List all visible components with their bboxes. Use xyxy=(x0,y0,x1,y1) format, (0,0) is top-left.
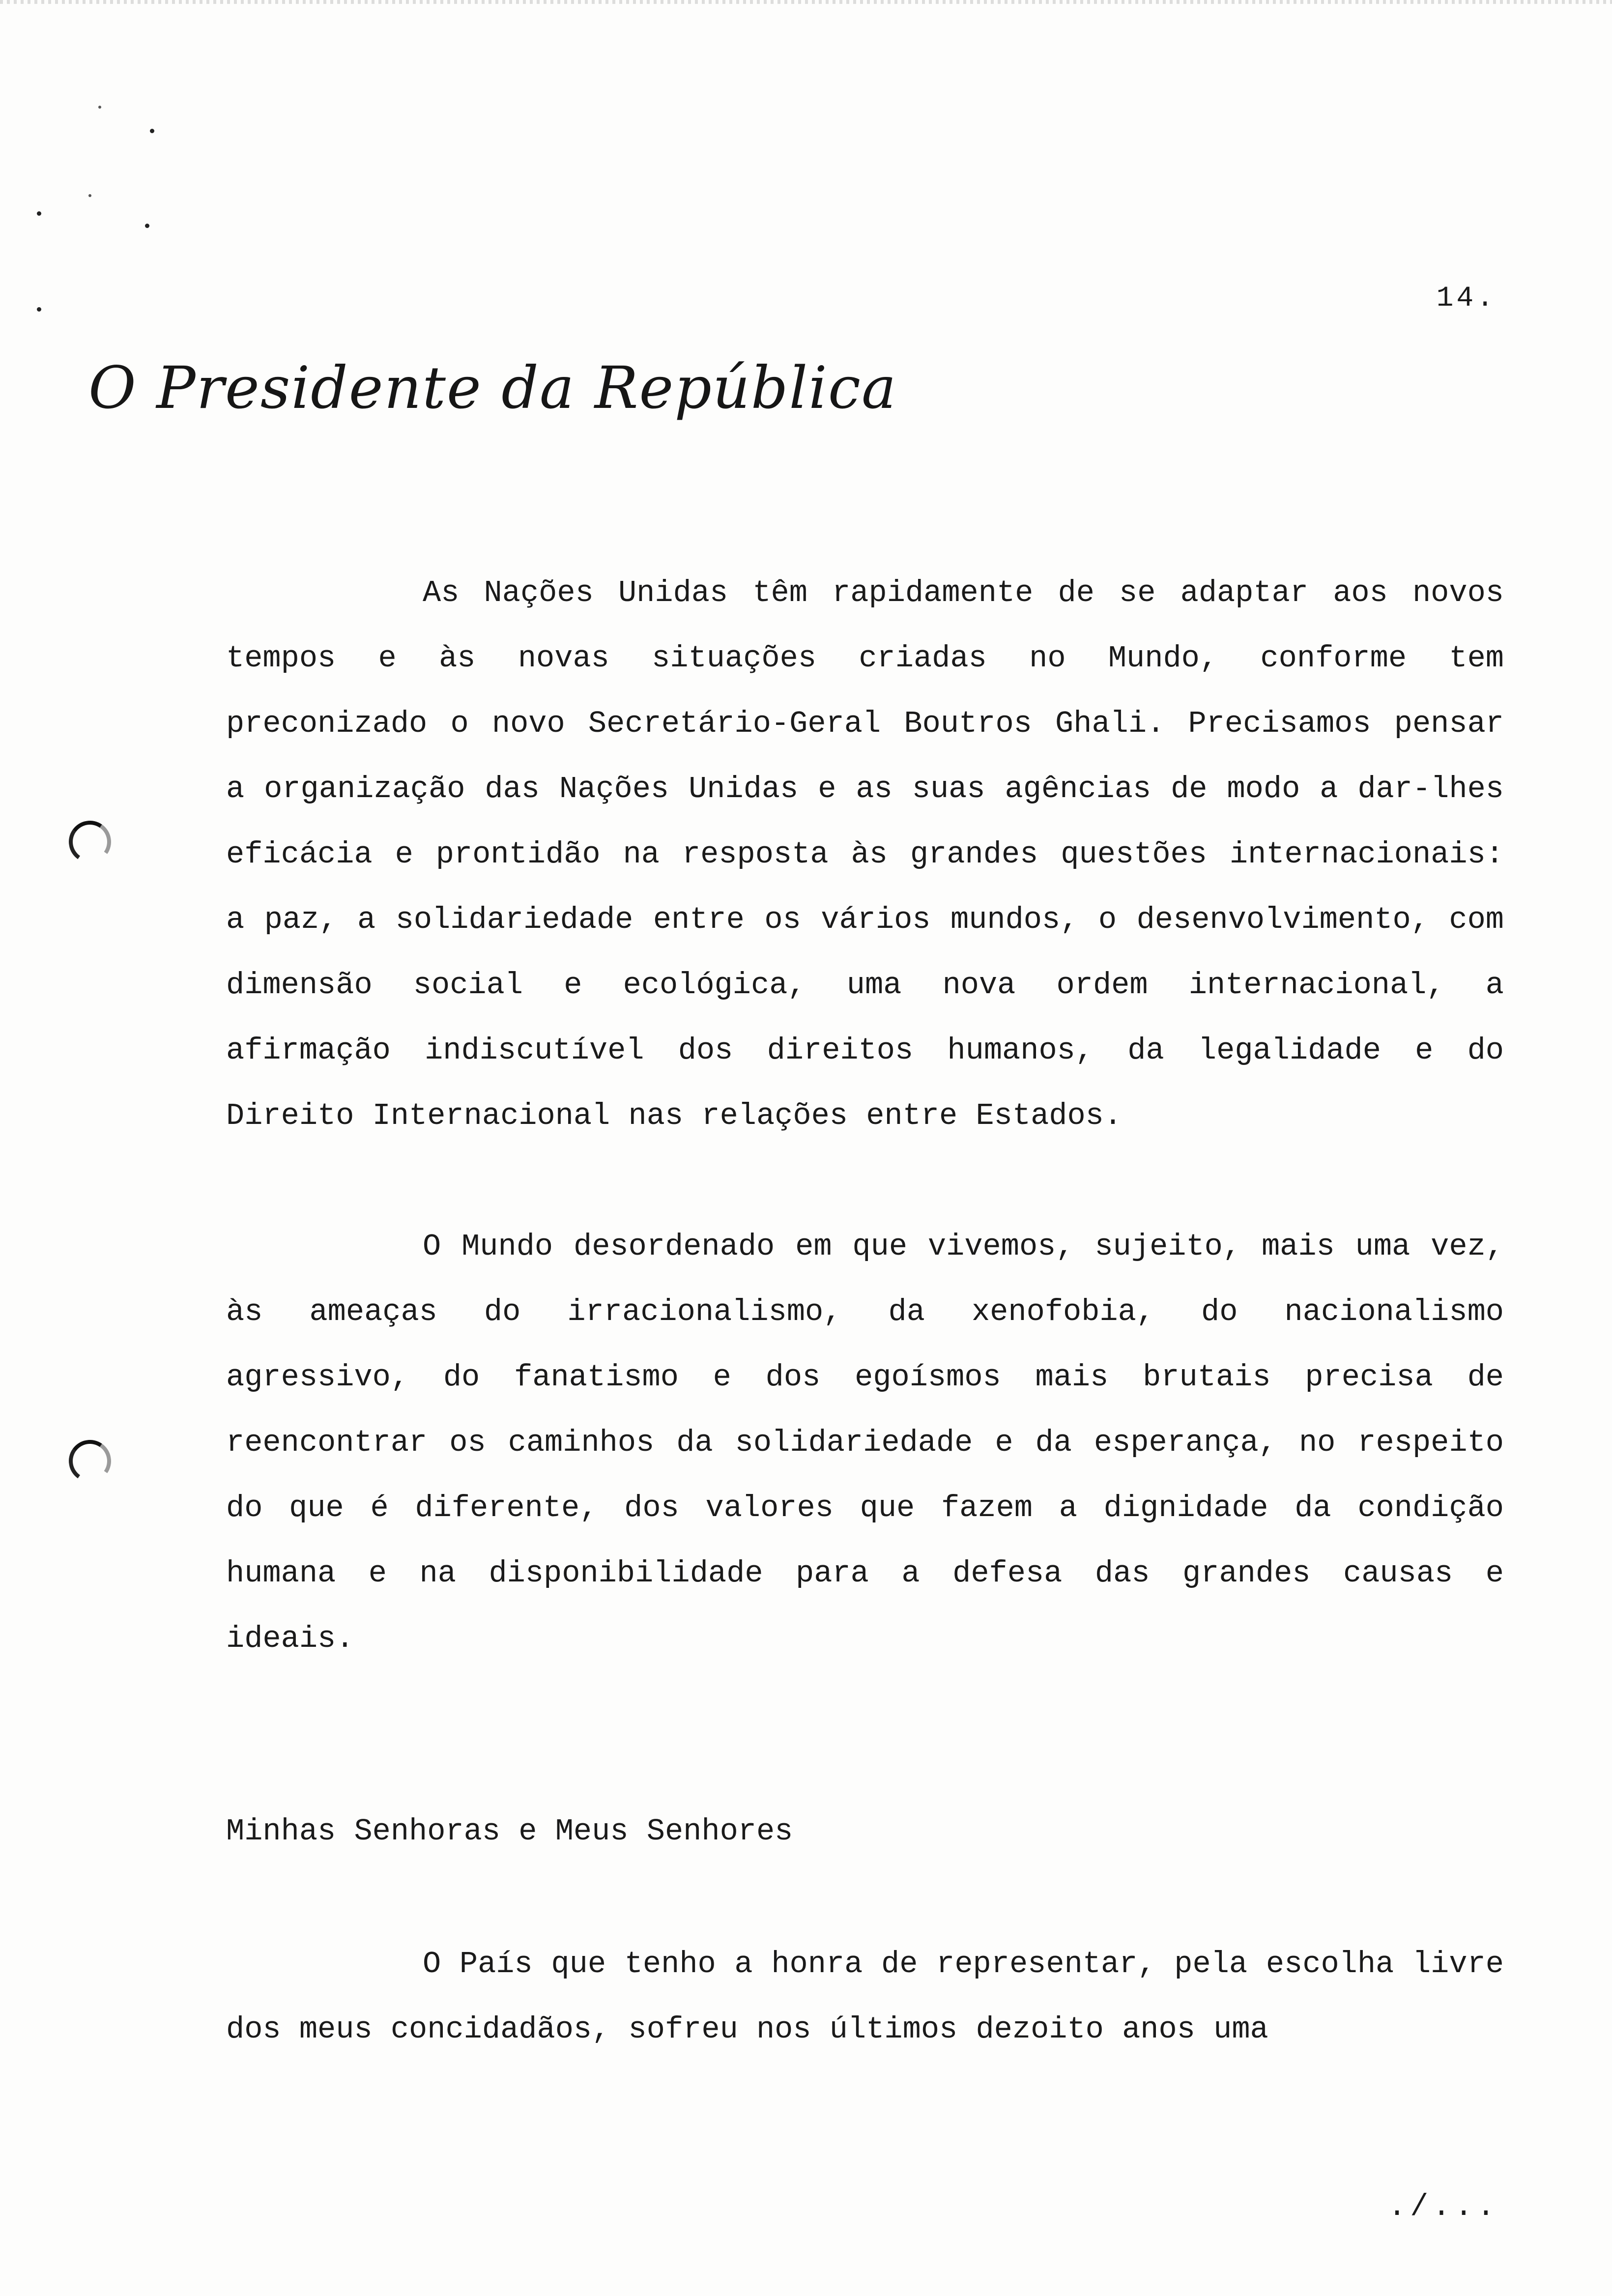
scan-speck xyxy=(37,307,41,312)
body-paragraph: O Mundo desordenado em que vivemos, sujeito, mais uma vez, às ameaças do irracionalismo, da xenofobia, do nacionalismo agressivo, do fanatismo e dos egoísmos mais brutais precisa de reencontrar os caminhos da solidariedade e da esperança, no respeito do que é diferente, dos valores que fazem a dignidade da condição humana e na disponibilidade para a defesa das grandes causas e ideais. xyxy=(226,1229,1504,1656)
punch-hole-mark xyxy=(65,817,115,866)
punch-hole-mark xyxy=(65,1436,115,1486)
scan-speck xyxy=(145,224,149,228)
scan-speck xyxy=(150,129,154,133)
page-number: 14. xyxy=(1436,283,1497,315)
continuation-mark: ./... xyxy=(1387,2189,1499,2224)
body-paragraph: As Nações Unidas têm rapidamente de se adaptar aos novos tempos e às novas situações criadas no Mundo, conforme tem preconizado o novo Secretário-Geral Boutros Ghali. Precisamos pensar a organização das Nações Unidas e as suas agências de modo a dar-lhes eficácia e prontidão na resposta às grandes questões internacionais: a paz, a solidariedade entre os vários mundos, o desenvolvimento, com dimensão social e ecológica, uma nova ordem internacional, a afirmação indiscutível dos direitos humanos, da legalidade e do Direito Internacional nas relações entre Estados. xyxy=(226,575,1504,1133)
scan-speck xyxy=(37,211,41,216)
body-paragraph: O País que tenho a honra de representar, pela escolha livre dos meus concidadãos, sofreu nos últimos dezoito anos uma xyxy=(226,1947,1504,2047)
scan-speck xyxy=(98,106,101,109)
salutation: Minhas Senhoras e Meus Senhores xyxy=(226,1814,793,1849)
letterhead-presidente-da-republica: O Presidente da República xyxy=(88,354,897,422)
scan-speck xyxy=(88,194,91,197)
scan-top-edge xyxy=(0,0,1612,4)
